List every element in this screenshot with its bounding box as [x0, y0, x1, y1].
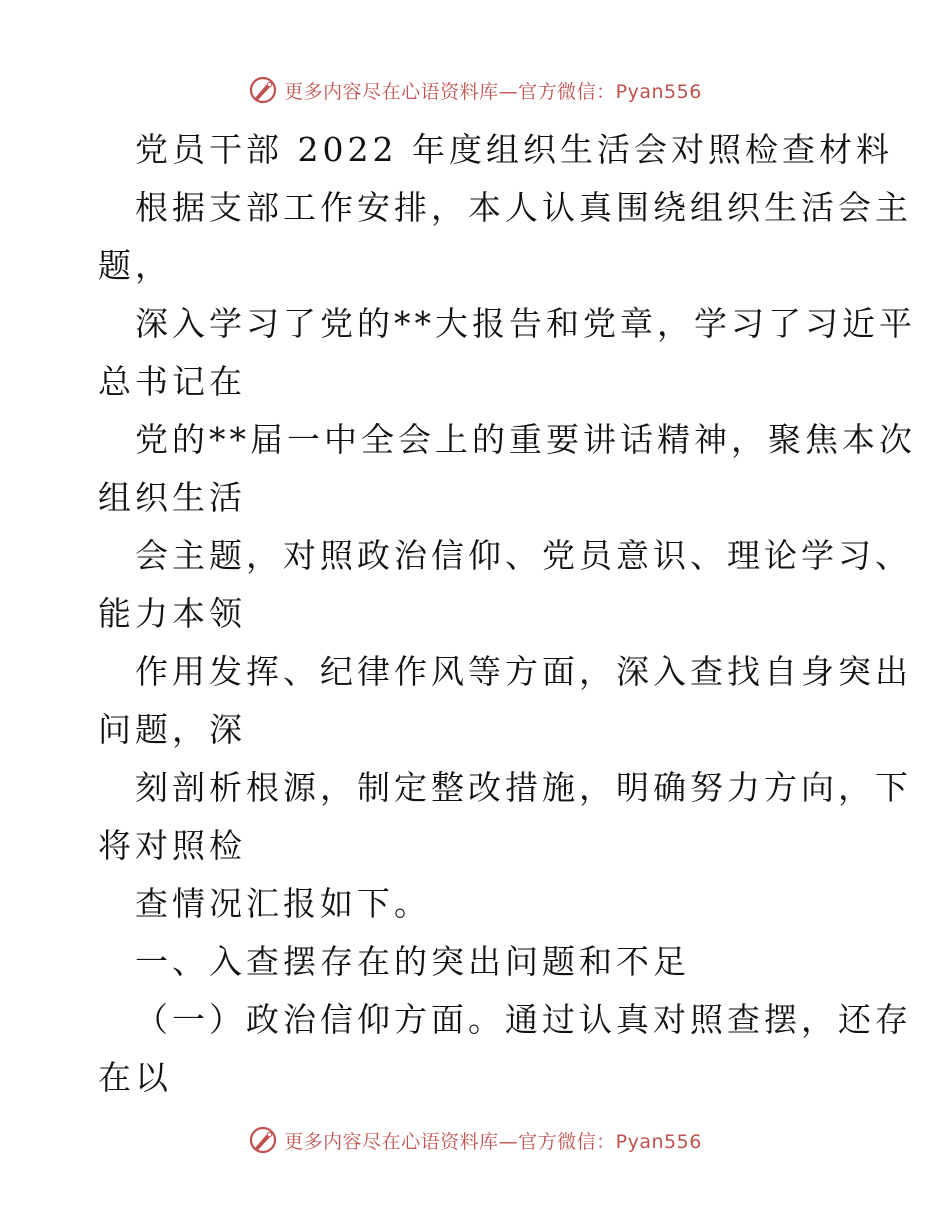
- pen-logo-icon: [248, 1125, 278, 1155]
- section-heading: 一、入查摆存在的突出问题和不足: [135, 942, 690, 981]
- watermark-text: 更多内容尽在心语资料库—官方微信：Pyan556: [284, 1130, 702, 1153]
- footer-watermark: [0, 1120, 950, 1160]
- doc-title: 党员干部 2022 年度组织生活会对照检查材料: [135, 130, 893, 169]
- paragraph-line: 总书记在: [98, 362, 246, 401]
- header-watermark: [0, 70, 950, 110]
- paragraph-line: 将对照检: [98, 826, 246, 865]
- paragraph-line: 组织生活: [98, 478, 246, 517]
- paragraph-line: 刻剖析根源，制定整改措施，明确努力方向，下: [135, 768, 912, 807]
- watermark-text: 更多内容尽在心语资料库—官方微信：Pyan556: [284, 80, 702, 103]
- pen-logo-icon: [248, 75, 278, 105]
- document-body: [98, 121, 916, 1107]
- paragraph-line: 问题，深: [98, 710, 246, 749]
- paragraph-line: 作用发挥、纪律作风等方面，深入查找自身突出: [135, 652, 912, 691]
- paragraph-line: 查情况汇报如下。: [135, 884, 431, 923]
- paragraph-line: 题，: [98, 246, 172, 285]
- paragraph-line: 在以: [98, 1058, 172, 1097]
- paragraph-line: 能力本领: [98, 594, 246, 633]
- paragraph-line: 根据支部工作安排，本人认真围绕组织生活会主: [135, 188, 912, 227]
- paragraph-line: 党的**届一中全会上的重要讲话精神，聚焦本次: [135, 420, 916, 459]
- paragraph-line: 深入学习了党的**大报告和党章，学习了习近平: [135, 304, 916, 343]
- subsection-heading: （一）政治信仰方面。通过认真对照查摆，还存: [135, 1000, 912, 1039]
- paragraph-line: 会主题，对照政治信仰、党员意识、理论学习、: [135, 536, 912, 575]
